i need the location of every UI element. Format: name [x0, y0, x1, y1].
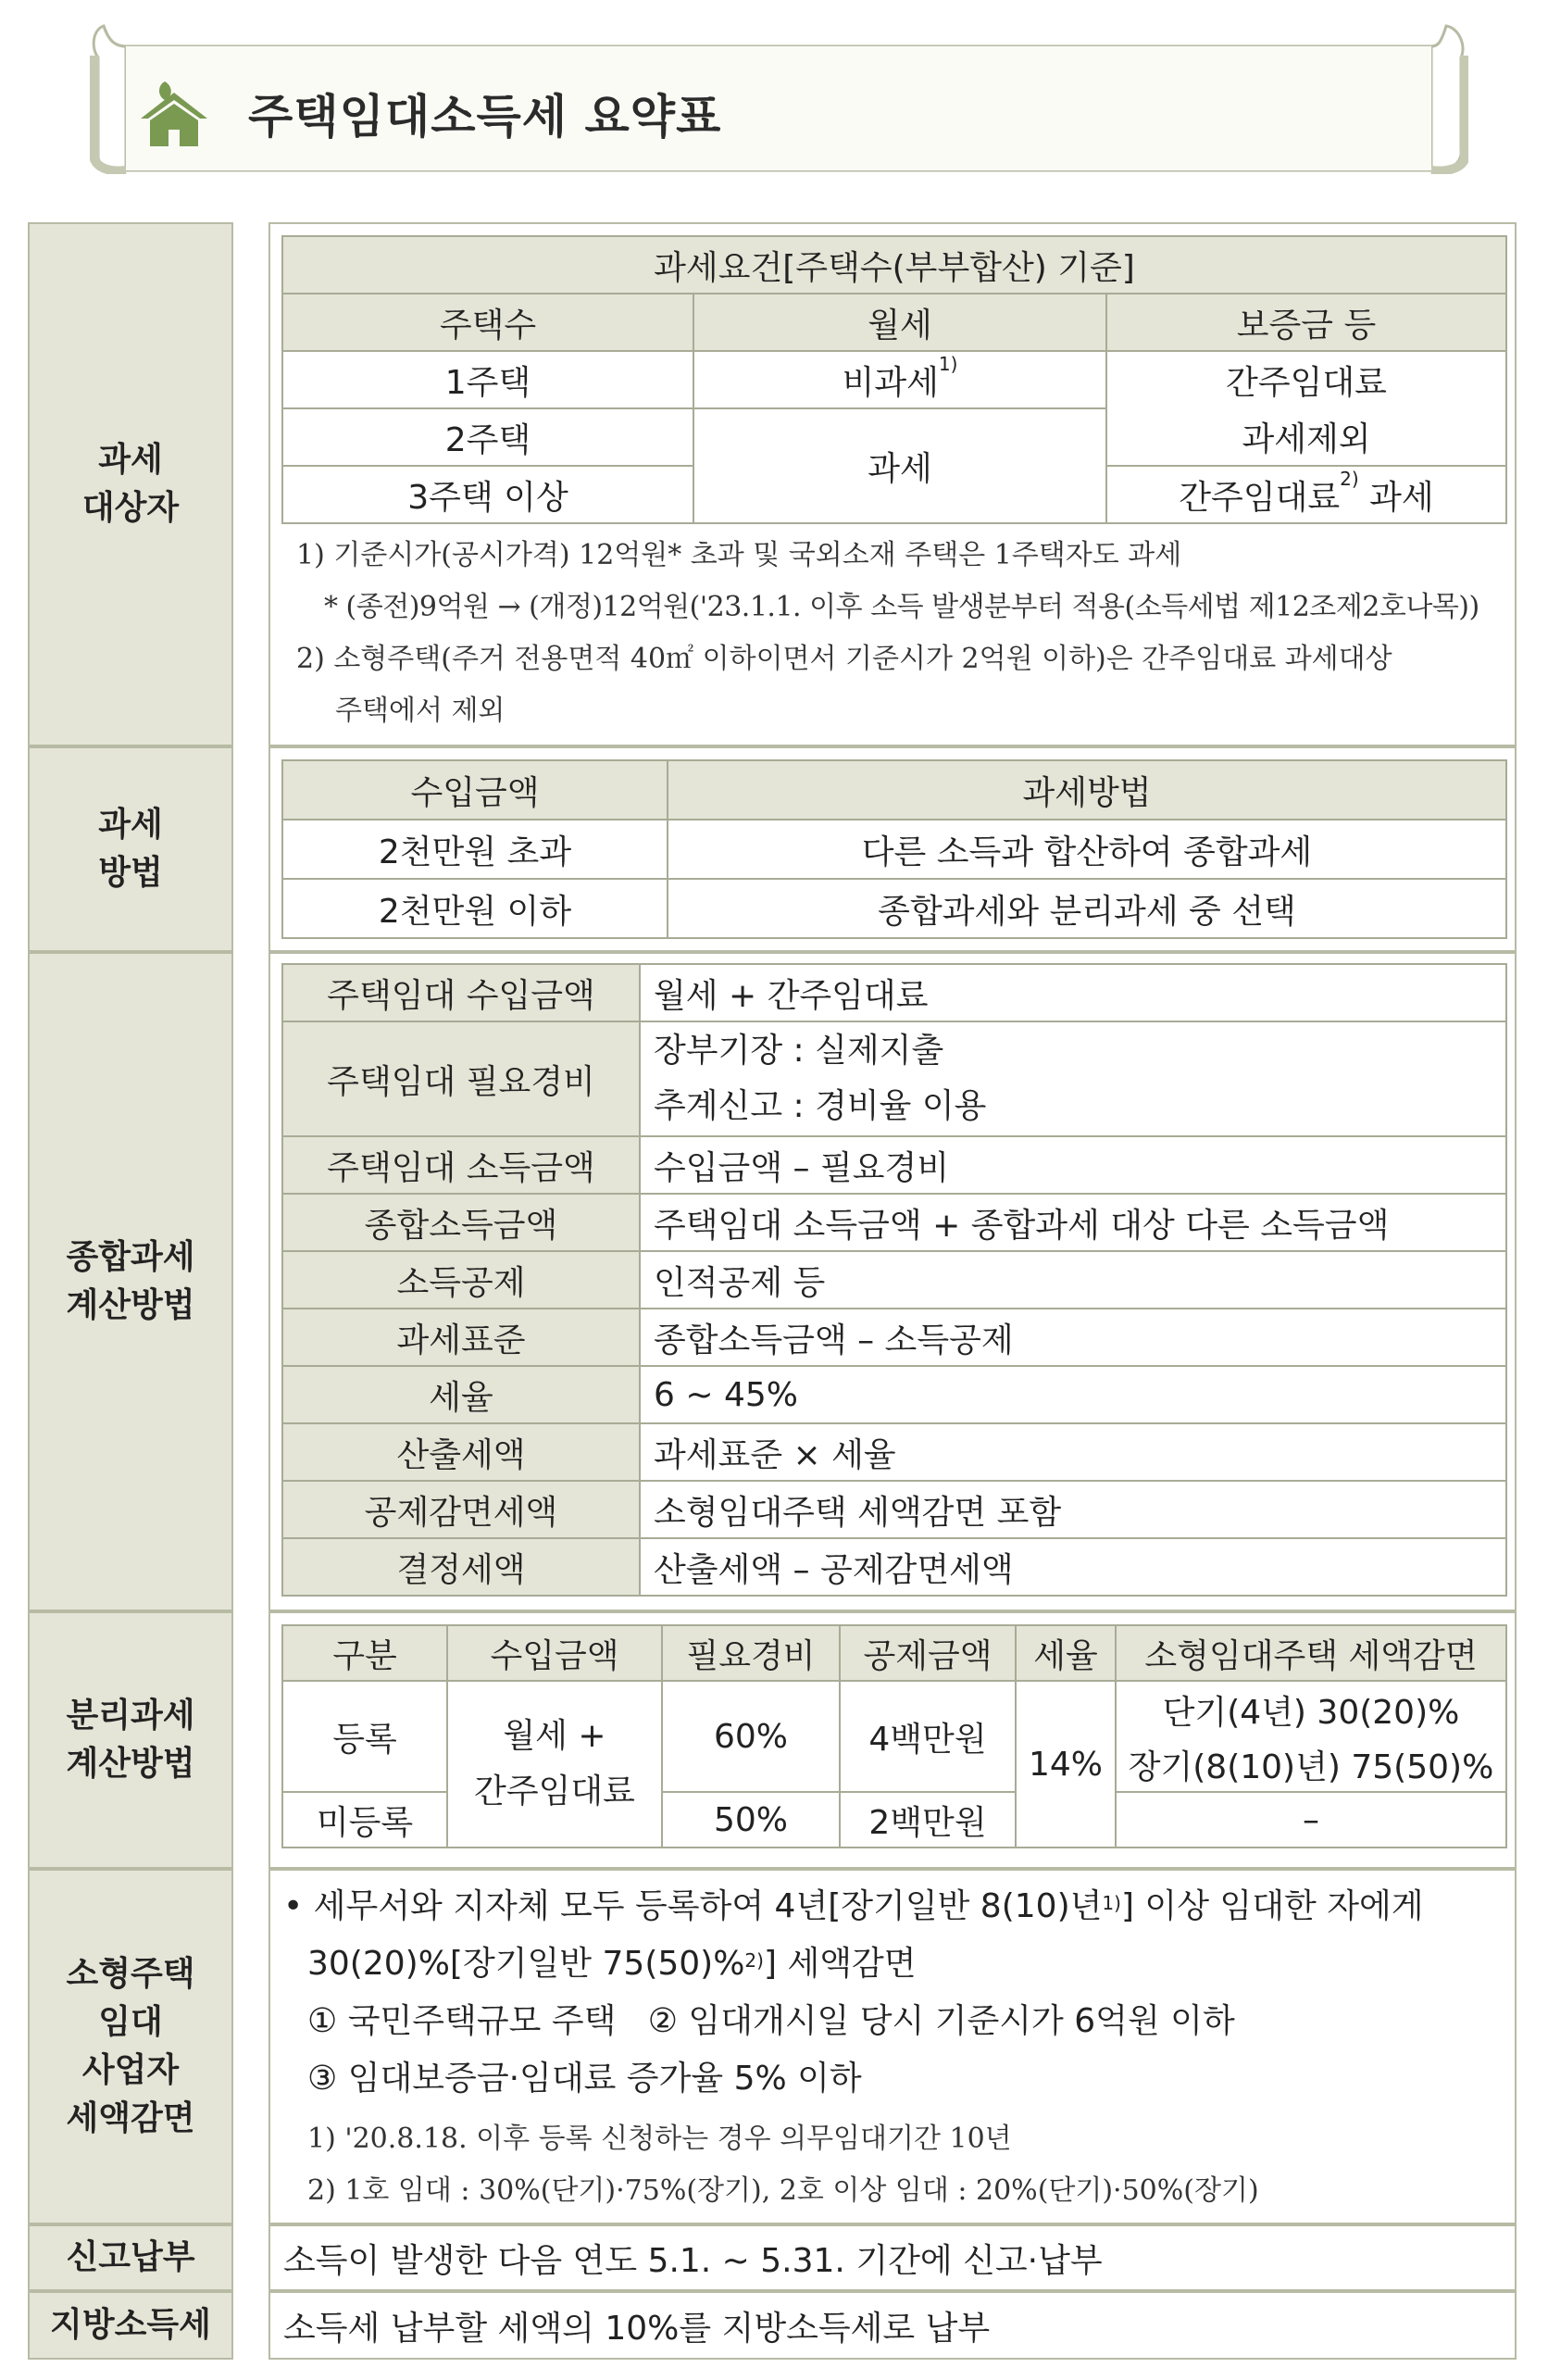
label-filing: [28, 2224, 233, 2291]
label-target-text: 과세 대상자: [81, 441, 180, 527]
sep-deduction-unregistered: 2백만원: [840, 1792, 1016, 1848]
panel-separate: [268, 1611, 1517, 1869]
comp-key-8: 산출세액: [282, 1423, 640, 1481]
comp-val-6: 종합소득금액 – 소득공제: [640, 1309, 1506, 1366]
small-line-1-sup: 1): [1102, 1892, 1121, 1914]
deposit-tail: 과세: [1358, 478, 1434, 517]
comp-key-9: 공제감면세액: [282, 1481, 640, 1538]
cell-deposit-3: [1106, 466, 1506, 523]
cell-count-2: 2주택: [282, 408, 693, 466]
label-separate-text: 분리과세 계산방법: [66, 1697, 195, 1783]
title-banner: [89, 20, 1468, 174]
panel-filing: [268, 2224, 1517, 2291]
method-row-1-method: 다른 소득과 합산하여 종합과세: [668, 820, 1506, 879]
filing-text: 소득이 발생한 다음 연도 5.1. ~ 5.31. 기간에 신고·납부: [283, 2241, 1103, 2280]
comp-val-2-line-1: 장부기장 : 실제지출: [654, 1032, 944, 1070]
comp-val-5: 인적공제 등: [640, 1251, 1506, 1309]
sep-header-reduction: 소형임대주택 세액감면: [1116, 1625, 1506, 1681]
sep-header-expense: 필요경비: [662, 1625, 840, 1681]
label-comprehensive: [28, 952, 233, 1611]
label-local-tax: [28, 2291, 233, 2360]
method-row-2-income: 2천만원 이하: [282, 879, 668, 938]
header-tax-method: 과세방법: [668, 760, 1506, 820]
comp-key-1: 주택임대 수입금액: [282, 964, 640, 1021]
sep-header-type: 구분: [282, 1625, 447, 1681]
sep-registered: 등록: [282, 1681, 447, 1792]
target-table-title: 과세요건[주택수(부부합산) 기준]: [282, 236, 1506, 294]
footnote-ref-1: 1): [938, 352, 958, 375]
panel-small-house: [268, 1869, 1517, 2224]
comp-key-5: 소득공제: [282, 1251, 640, 1309]
sep-expense-registered: 60%: [662, 1681, 840, 1792]
sep-reduction-long: 장기(8(10)년) 75(50)%: [1116, 1738, 1506, 1792]
page-title: 주택임대소득세 요약표: [248, 90, 722, 144]
label-local-tax-text: 지방소득세: [50, 2306, 211, 2344]
comp-key-7: 세율: [282, 1366, 640, 1423]
small-note-1: 1) '20.8.18. 이후 등록 신청하는 경우 의무임대기간 10년: [307, 2123, 1012, 2155]
label-method: [28, 746, 233, 952]
small-line-1b: ] 이상 임대한 자에게: [1120, 1887, 1424, 1925]
small-cond-2: ③ 임대보증금·임대료 증가율 5% 이하: [307, 2060, 862, 2098]
sep-rate: 14%: [1016, 1681, 1116, 1848]
sep-deduction-registered: 4백만원: [840, 1681, 1016, 1792]
label-separate: [28, 1611, 233, 1869]
sep-reduction-unregistered: –: [1116, 1792, 1506, 1848]
small-house-body: [283, 1878, 1507, 2108]
header-income: 수입금액: [282, 760, 668, 820]
sep-expense-unregistered: 50%: [662, 1792, 840, 1848]
method-table: [281, 759, 1507, 939]
footnote-ref-2: 2): [1340, 467, 1359, 490]
header-house-count: 주택수: [282, 294, 693, 351]
comp-val-8: 과세표준 × 세율: [640, 1423, 1506, 1481]
note-1: 1) 기준시가(공시가격) 12억원* 초과 및 국외소재 주택은 1주택자도 과세: [296, 539, 1182, 571]
cell-deposit-2: 과세제외: [1106, 408, 1506, 466]
comp-val-10: 산출세액 – 공제감면세액: [640, 1538, 1506, 1596]
cell-monthly-merged: 과세: [693, 408, 1106, 523]
note-star: * (종전)9억원 → (개정)12억원('23.1.1. 이후 소득 발생분부터 적용(소득세법 제12조제2호나목)): [324, 591, 1479, 623]
home-icon: [137, 76, 211, 150]
target-notes: [296, 530, 1505, 737]
small-house-notes: [307, 2113, 1507, 2217]
cell-count-3: 3주택 이상: [282, 466, 693, 523]
comprehensive-table: [281, 963, 1507, 1597]
small-line-2a: 30(20)%[장기일반 75(50)%: [307, 1945, 745, 1983]
small-line-2-sup: 2): [744, 1949, 764, 1972]
separate-table: [281, 1624, 1507, 1848]
panel-local-tax: [268, 2291, 1517, 2360]
method-row-1-income: 2천만원 초과: [282, 820, 668, 879]
target-table: [281, 235, 1507, 524]
label-target: [28, 222, 233, 746]
small-line-1a: • 세무서와 지자체 모두 등록하여 4년[장기일반 8(10)년: [283, 1887, 1103, 1925]
sep-reduction-short: 단기(4년) 30(20)%: [1116, 1681, 1506, 1738]
comp-key-10: 결정세액: [282, 1538, 640, 1596]
label-comprehensive-text: 종합과세 계산방법: [66, 1238, 195, 1324]
header-deposit: 보증금 등: [1106, 294, 1506, 351]
comp-key-2: 주택임대 필요경비: [282, 1021, 640, 1136]
label-filing-text: 신고납부: [66, 2238, 195, 2276]
local-tax-text: 소득세 납부할 세액의 10%를 지방소득세로 납부: [283, 2309, 991, 2348]
cell-count-1: 1주택: [282, 351, 693, 408]
comp-val-3: 수입금액 – 필요경비: [640, 1136, 1506, 1194]
deposit-text: 간주임대료: [1179, 478, 1341, 517]
sep-header-income: 수입금액: [447, 1625, 662, 1681]
note-2: 2) 소형주택(주거 전용면적 40㎡ 이하이면서 기준시가 2억원 이하)은 간주임대료 과세대상: [296, 643, 1392, 675]
monthly-nontax: 비과세: [842, 363, 939, 402]
comp-val-1: 월세 + 간주임대료: [640, 964, 1506, 1021]
label-method-text: 과세 방법: [98, 806, 163, 892]
cell-monthly-1: [693, 351, 1106, 408]
panel-target: [268, 222, 1517, 746]
small-line-2b: ] 세액감면: [763, 1945, 917, 1983]
comp-key-3: 주택임대 소득금액: [282, 1136, 640, 1194]
comp-key-4: 종합소득금액: [282, 1194, 640, 1251]
small-cond-1: ① 국민주택규모 주택 ② 임대개시일 당시 기준시가 6억원 이하: [307, 2002, 1235, 2040]
comp-val-7: 6 ~ 45%: [640, 1366, 1506, 1423]
small-note-2: 2) 1호 임대 : 30%(단기)·75%(장기), 2호 이상 임대 : 20%(단기)·50%(장기): [307, 2174, 1259, 2207]
sep-header-deduction: 공제금액: [840, 1625, 1016, 1681]
cell-deposit-1: 간주임대료: [1106, 351, 1506, 408]
comp-val-9: 소형임대주택 세액감면 포함: [640, 1481, 1506, 1538]
comp-val-2: [640, 1021, 1506, 1136]
method-row-2-method: 종합과세와 분리과세 중 선택: [668, 879, 1506, 938]
sep-unregistered: 미등록: [282, 1792, 447, 1848]
small-line-1: [283, 1878, 1507, 1935]
panel-comprehensive: [268, 952, 1517, 1611]
sep-header-rate: 세율: [1016, 1625, 1116, 1681]
note-2-cont: 주택에서 제외: [335, 695, 506, 727]
comp-key-6: 과세표준: [282, 1309, 640, 1366]
comp-val-4: 주택임대 소득금액 + 종합과세 대상 다른 소득금액: [640, 1194, 1506, 1251]
small-line-2: [283, 1935, 1507, 1993]
label-small-house-text: 소형주택 임대 사업자 세액감면: [66, 1955, 195, 2137]
sep-income: 월세 + 간주임대료: [447, 1681, 662, 1848]
panel-method: [268, 746, 1517, 952]
label-small-house: [28, 1869, 233, 2224]
header-monthly-rent: 월세: [693, 294, 1106, 351]
comp-val-2-line-2: 추계신고 : 경비율 이용: [654, 1087, 987, 1125]
